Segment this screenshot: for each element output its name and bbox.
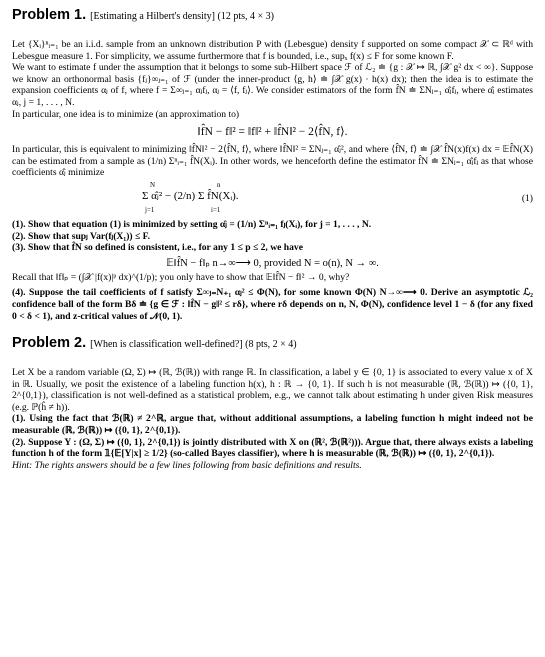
p1-part-2-label: (2). xyxy=(12,230,26,242)
problem-1-minimize-text: In particular, one idea is to minimize (an approximation to) xyxy=(12,108,240,120)
problem-2-annotation: [When is classification well-defined?] (8 pts, 2 × 4) xyxy=(90,339,297,351)
p2-part-2 xyxy=(12,437,533,460)
p2-part-2-text: Suppose Y : (Ω, Σ) ↦ ({0, 1}, 2^{0,1}) is jointly distributed with X on (ℝ², ℬ(ℝ²))). Argue that, there always exists a labeling function h of the form 𝟙{𝔼[Y|x] ≥ 1/2} (so-called Bayes classifier), where h is measurable (ℝ, ℬ(ℝ)) ↦ ({0, 1}, 2^{0,1}). xyxy=(12,436,533,460)
p1-part-4-text: Suppose the tail coefficients of f satisfy Σ∞ⱼ₌N₊₁ αⱼ² ≤ Φ(N), for some known Φ(N) N→∞⟶ 0. Derive an asymptotic ℒ₂ confidence ball of the form Bδ ≐ {g ∈ ℱ : ‖f̂N − g‖² ≤ rδ}, where rδ depends on n, N, Φ(N), confidence level 1 − δ (for any fixed 0 < δ < 1), and z-critical values of 𝒩(0, 1). xyxy=(12,287,533,322)
document-page xyxy=(12,6,533,471)
p1-part-3-label: (3). xyxy=(12,242,26,254)
problem-2-heading xyxy=(12,334,533,354)
p1-part-1-text: Show that equation (1) is minimized by setting α̂ⱼ = (1/n) Σⁿᵢ₌₁ fⱼ(Xᵢ), for j = 1, . . . , N. xyxy=(28,218,372,230)
problem-1-recall-text: Recall that ‖f‖ₚ = (∫𝒳 |f(x)|ᵖ dx)^(1/p); you only have to show that 𝔼‖f̂N − f‖² → 0, why? xyxy=(12,271,350,283)
eq1-upper-n: n xyxy=(217,180,221,189)
eq1-number: (1) xyxy=(521,192,533,204)
p1-part-2-text: Show that supⱼ Var(fⱼ(X₁)) ≤ F. xyxy=(28,230,151,242)
p1-part-4-label: (4). xyxy=(12,287,26,299)
eq1-lower-j: j=1 xyxy=(145,205,155,214)
eq1-body: Σ α̂ⱼ² − (2/n) Σ f̂N(Xᵢ). xyxy=(142,189,239,202)
p2-part-2-label: (2). xyxy=(12,436,26,448)
p2-part-1-label: (1). xyxy=(12,413,26,425)
p1-part-3 xyxy=(12,242,533,254)
problem-1-title: Problem 1. xyxy=(12,7,87,23)
p1-part-1 xyxy=(12,219,533,231)
consistency-equation: 𝔼‖f̂N − f‖ₚ n→∞⟶ 0, provided N = o(n), N → ∞. xyxy=(166,257,379,269)
problem-2-intro: Let X be a random variable (Ω, Σ) ↦ (ℝ, ℬ(ℝ)) with range ℝ. In classification, a label y ∈ {0, 1} is associated to every value x of X in ℝ. Usually, we posit the existence of a labeling function h(x), h : ℝ → {0, 1}. If such h is not measurable (ℝ, ℬ(ℝ)) ↦ ({0, 1}, 2^{0,1}), classification is not well-defined as a statistical problem, e.g., we cannot talk about estimating h under given Risk measures (e.g. ℙ(ĥ ≠ h)). xyxy=(12,367,533,413)
p2-part-1-text: Using the fact that ℬ(ℝ) ≠ 2^ℝ, argue that, without additional assumptions, a labeling function h might indeed not be measurable (ℝ, ℬ(ℝ)) ↦ ({0, 1}, 2^{0,1}). xyxy=(12,413,533,437)
problem-2-title: Problem 2. xyxy=(12,335,87,352)
problem-1-estimate-text: We want to estimate f under the assumption that it belongs to some sub-Hilbert space ℱ of ℒ₂ ≐ {g : 𝒳 ↦ ℝ, ∫𝒳 g² dx < ∞}. Suppose we know an orthonormal basis {fⱼ}∞ⱼ₌₁ of ℱ (under the inner-product ⟨g, h⟩ ≐ ∫𝒳 g(x) · h(x) dx); then the idea is to estimate the expansion coefficients αⱼ of f, where f = Σ∞ⱼ₌₁ αⱼfⱼ, αⱼ = ⟨f, fⱼ⟩. We consider estimators of the form f̂N ≐ ΣNⱼ₌₁ α̂ⱼfⱼ, where α̂ⱼ estimates αⱼ, j = 1, . . . , N. xyxy=(12,62,533,108)
p1-part-2 xyxy=(12,231,533,243)
eq1-lower-i: i=1 xyxy=(211,205,221,214)
problem-1-intro: Let {Xᵢ}ⁿᵢ₌₁ be an i.i.d. sample from an unknown distribution P with (Lebesgue) density f supported on some compact 𝒳 ⊂ ℝᵈ with Lebesgue measure 1. For simplicity, we assume furthermore that f is bounded, i.e., supₓ f(x) ≤ F for some known F. xyxy=(12,39,533,62)
p1-part-3-text: Show that f̂N so defined is consistent, i.e., for any 1 ≤ p ≤ 2, we have xyxy=(28,242,303,254)
p1-part-4 xyxy=(12,287,533,322)
equation-main: ‖f̂N − f‖² = ‖f‖² + ‖f̂N‖² − 2⟨f̂N, f⟩. xyxy=(197,126,348,139)
p1-part-1-label: (1). xyxy=(12,218,26,230)
equation-one xyxy=(12,181,533,215)
p2-part-1 xyxy=(12,413,533,436)
problem-1-heading xyxy=(12,6,533,26)
problem-2-hint: Hint: The rights answers should be a few lines following from basic definitions and results. xyxy=(12,459,362,471)
problem-1-equivalent-text: In particular, this is equivalent to minimizing ‖f̂N‖² − 2⟨f̂N, f⟩, where ‖f̂N‖² = ΣNⱼ₌₁ α̂ⱼ², and where ⟨f̂N, f⟩ ≐ ∫𝒳 f̂N(x)f(x) dx = 𝔼f̂N(X) can be estimated from a sample as (1/n) Σⁿᵢ₌₁ f̂N(Xᵢ). In other words, we henceforth define the estimator f̂N ≐ ΣNⱼ₌₁ α̂ⱼfⱼ as that whose coefficients α̂ⱼ minimize xyxy=(12,144,533,179)
eq1-upper-N: N xyxy=(150,180,156,189)
problem-1-annotation: [Estimating a Hilbert's density] (12 pts, 4 × 3) xyxy=(90,11,274,22)
